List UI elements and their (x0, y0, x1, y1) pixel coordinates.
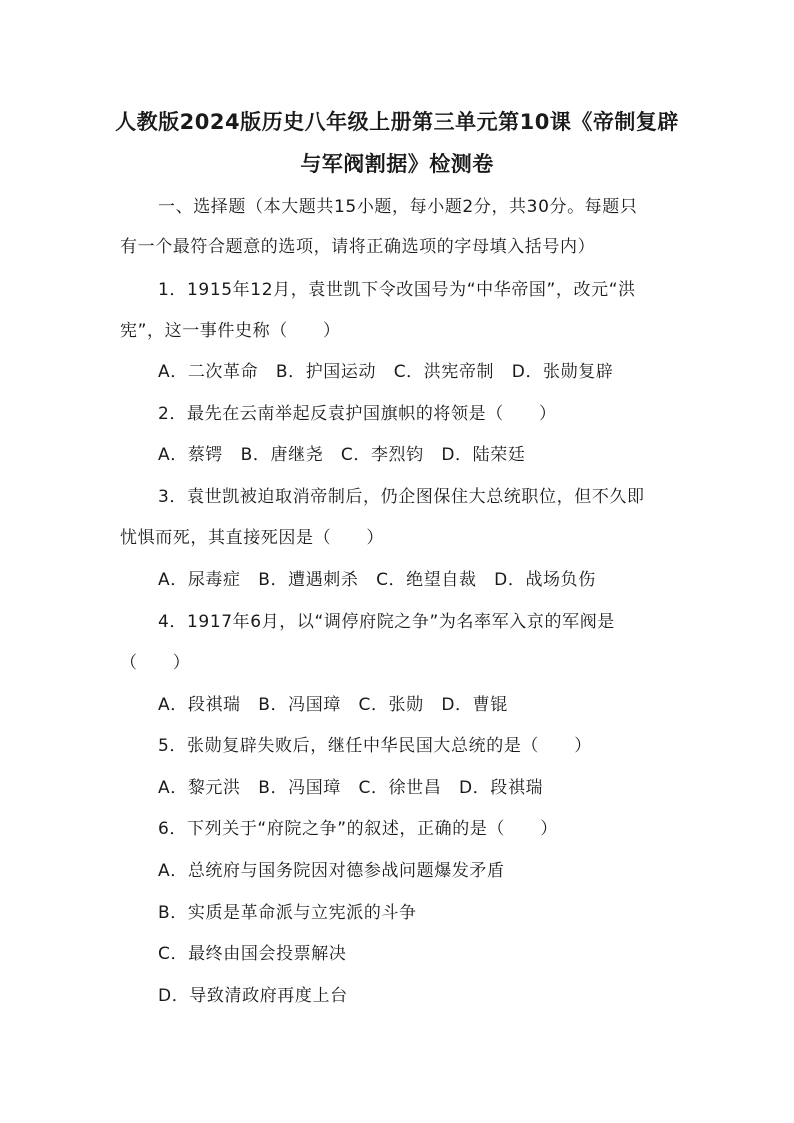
question-1-stem-line-1: 1．1915年12月，袁世凯下令改国号为“中华帝国”，改元“洪 (158, 280, 636, 300)
question-3-stem-line-1: 3．袁世凯被迫取消帝制后，仍企图保住大总统职位，但不久即 (158, 487, 645, 507)
question-1-options: A．二次革命 B．护国运动 C．洪宪帝制 D．张勋复辟 (158, 362, 614, 382)
question-1-stem-line-2: 宪”，这一事件史称（ ） (120, 321, 341, 341)
question-6-option-b: B．实质是革命派与立宪派的斗争 (158, 903, 417, 923)
document-title-line-1: 人教版2024版历史八年级上册第三单元第10课《帝制复辟 (115, 110, 679, 134)
question-6-option-d: D．导致清政府再度上台 (158, 986, 348, 1006)
question-5-options: A．黎元洪 B．冯国璋 C．徐世昌 D．段祺瑞 (158, 778, 544, 798)
question-6-option-c: C．最终由国会投票解决 (158, 944, 347, 964)
section-heading-line-2: 有一个最符合题意的选项，请将正确选项的字母填入括号内） (120, 237, 596, 257)
question-3-options: A．尿毒症 B．遭遇刺杀 C．绝望自裁 D．战场负伤 (158, 570, 596, 590)
question-4-options: A．段祺瑞 B．冯国璋 C．张勋 D．曹锟 (158, 695, 508, 715)
question-3-stem-line-2: 忧惧而死，其直接死因是（ ） (120, 528, 384, 548)
section-heading-line-1: 一、选择题（本大题共15小题，每小题2分，共30分。每题只 (158, 197, 638, 217)
question-6-stem: 6．下列关于“府院之争”的叙述，正确的是（ ） (158, 819, 558, 839)
document-title-line-2: 与军阀割据》检测卷 (300, 152, 494, 176)
question-2-stem: 2．最先在云南举起反袁护国旗帜的将领是（ ） (158, 404, 557, 424)
question-4-stem-line-1: 4．1917年6月，以“调停府院之争”为名率军入京的军阀是 (158, 612, 615, 632)
question-6-option-a: A．总统府与国务院因对德参战问题爆发矛盾 (158, 861, 505, 881)
question-4-stem-line-2: （ ） (120, 653, 191, 673)
question-5-stem: 5．张勋复辟失败后，继任中华民国大总统的是（ ） (158, 736, 592, 756)
question-2-options: A．蔡锷 B．唐继尧 C．李烈钧 D．陆荣廷 (158, 445, 526, 465)
